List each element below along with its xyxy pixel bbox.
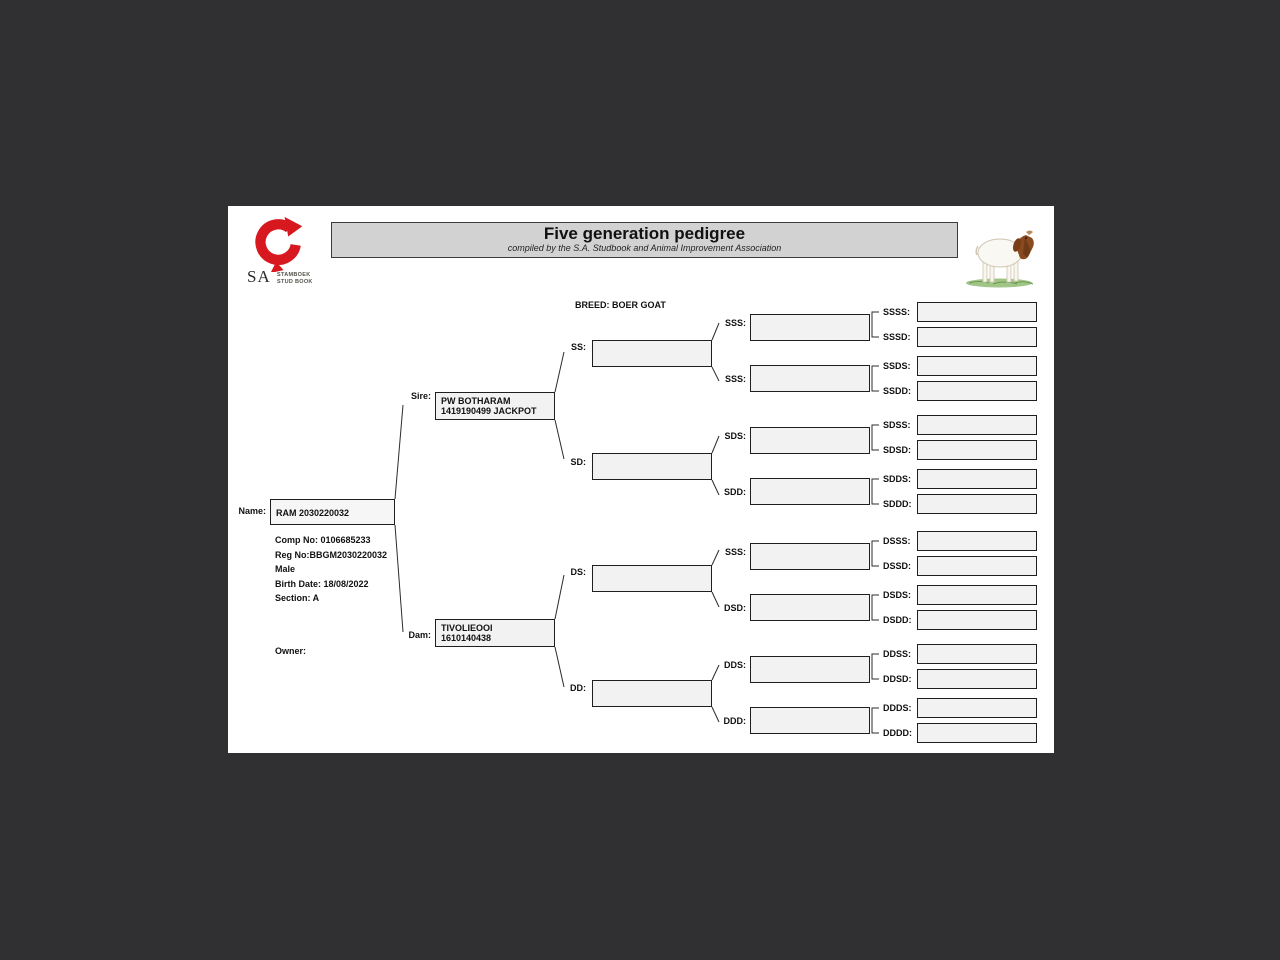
gen4-box-sssd bbox=[917, 327, 1037, 347]
gen4-label-ssds: SSDS: bbox=[883, 361, 911, 371]
gen2-box-dd bbox=[592, 680, 712, 707]
gen4-box-dddd bbox=[917, 723, 1037, 743]
owner-label: Owner: bbox=[275, 646, 307, 656]
dam-box bbox=[435, 619, 555, 647]
sire-box bbox=[435, 392, 555, 420]
gen3-label-0: SSS: bbox=[724, 318, 746, 328]
gen2-label-sd: SD: bbox=[570, 457, 586, 467]
gen4-box-ddss bbox=[917, 644, 1037, 664]
gen4-label-ddss: DDSS: bbox=[883, 649, 912, 659]
subject-section: Section: A bbox=[275, 593, 320, 604]
gen4-box-ddsd bbox=[917, 669, 1037, 689]
gen2-box-ss bbox=[592, 340, 712, 367]
subject-reg-no: Reg No:BBGM2030220032 bbox=[275, 549, 388, 560]
gen4-label-ddds: DDDS: bbox=[883, 703, 912, 713]
gen4-label-sdss: SDSS: bbox=[883, 420, 911, 430]
document-subtitle: compiled by the S.A. Studbook and Animal Improvement Association bbox=[507, 243, 782, 253]
gen4-box-dsdd bbox=[917, 610, 1037, 630]
dam-name: TIVOLIEOOI bbox=[441, 623, 493, 633]
name-label: Name: bbox=[238, 506, 266, 516]
gen3-label-4: SSS: bbox=[724, 547, 746, 557]
gen4-box-ssds bbox=[917, 356, 1037, 376]
dam-label: Dam: bbox=[408, 630, 431, 640]
gen3-label-6: DDS: bbox=[724, 660, 746, 670]
gen3-box-4 bbox=[750, 543, 870, 570]
gen4-label-dssd: DSSD: bbox=[883, 561, 912, 571]
gen3-label-5: DSD: bbox=[724, 603, 746, 613]
sire-name: PW BOTHARAM bbox=[441, 396, 511, 406]
gen4-label-dsss: DSSS: bbox=[883, 536, 911, 546]
gen3-box-1 bbox=[750, 365, 870, 392]
gen3-label-7: DDD: bbox=[723, 716, 746, 726]
gen4-label-ddsd: DDSD: bbox=[883, 674, 912, 684]
gen2-box-ds bbox=[592, 565, 712, 592]
gen4-label-ssdd: SSDD: bbox=[883, 386, 912, 396]
pedigree-document-page bbox=[228, 206, 1054, 753]
document-title: Five generation pedigree bbox=[543, 224, 746, 243]
gen4-box-dsds bbox=[917, 585, 1037, 605]
gen4-label-sdsd: SDSD: bbox=[883, 445, 912, 455]
gen2-box-sd bbox=[592, 453, 712, 480]
gen3-label-3: SDD: bbox=[724, 487, 746, 497]
gen4-box-ssss bbox=[917, 302, 1037, 322]
gen4-box-dsss bbox=[917, 531, 1037, 551]
gen4-label-ssss: SSSS: bbox=[883, 307, 911, 317]
subject-comp-no: Comp No: 0106685233 bbox=[275, 535, 371, 545]
gen3-label-1: SSS: bbox=[724, 374, 746, 384]
logo-subtext-line2: STUD BOOK bbox=[277, 278, 313, 285]
logo-sa-text: SA bbox=[247, 267, 271, 286]
gen2-label-ds: DS: bbox=[570, 567, 586, 577]
subject-details bbox=[275, 533, 387, 606]
gen3-box-0 bbox=[750, 314, 870, 341]
gen4-box-sddd bbox=[917, 494, 1037, 514]
gen3-box-2 bbox=[750, 427, 870, 454]
gen4-box-dssd bbox=[917, 556, 1037, 576]
gen3-label-2: SDS: bbox=[724, 431, 746, 441]
breed-line: BREED: BOER GOAT bbox=[575, 300, 666, 310]
gen4-label-dsdd: DSDD: bbox=[883, 615, 912, 625]
sire-label: Sire: bbox=[410, 391, 431, 401]
subject-sex: Male bbox=[275, 564, 296, 575]
gen2-label-ss: SS: bbox=[570, 342, 586, 352]
sire-number: 1419190499 JACKPOT bbox=[441, 406, 537, 416]
gen3-box-6 bbox=[750, 656, 870, 683]
gen4-box-sdss bbox=[917, 415, 1037, 435]
gen3-box-7 bbox=[750, 707, 870, 734]
gen4-box-ddds bbox=[917, 698, 1037, 718]
gen3-box-5 bbox=[750, 594, 870, 621]
subject-name: RAM 2030220032 bbox=[276, 508, 350, 518]
gen3-box-3 bbox=[750, 478, 870, 505]
gen4-label-sddd: SDDD: bbox=[883, 499, 912, 509]
subject-birth-date: Birth Date: 18/08/2022 bbox=[275, 578, 369, 589]
gen4-box-sdsd bbox=[917, 440, 1037, 460]
gen4-label-dddd: DDDD: bbox=[883, 728, 912, 738]
gen4-box-sdds bbox=[917, 469, 1037, 489]
gen4-label-sdds: SDDS: bbox=[883, 474, 912, 484]
dam-number: 1610140438 bbox=[441, 633, 492, 643]
gen4-box-ssdd bbox=[917, 381, 1037, 401]
gen4-label-sssd: SSSD: bbox=[883, 332, 911, 342]
logo-subtext-line1: STAMBOEK bbox=[277, 272, 311, 278]
subject-name-box bbox=[270, 499, 395, 525]
gen4-label-dsds: DSDS: bbox=[883, 590, 912, 600]
gen2-label-dd: DD: bbox=[570, 683, 586, 693]
